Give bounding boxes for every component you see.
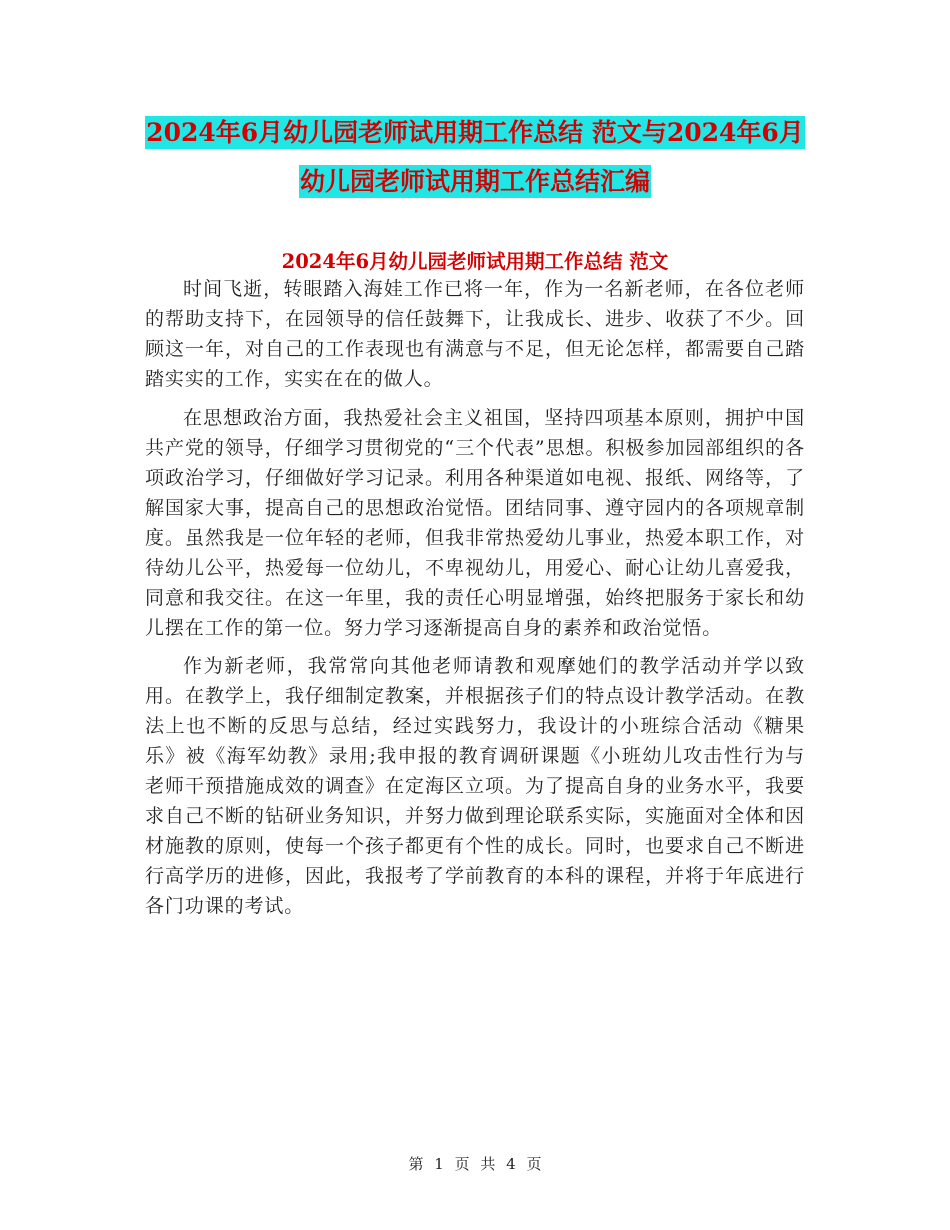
page-footer: 第 1 页 共 4 页: [408, 1155, 542, 1173]
paragraph-teaching: 作为新老师，我常常向其他老师请教和观摩她们的教学活动并学以致用。在教学上，我仔细制定教案，并根据孩子们的特点设计教学活动。在教法上也不断的反思与总结，经过实践努力，我设计的小班综合活动《糖果乐》被《海军幼教》录用;我申报的教育调研课题《小班幼儿攻击性行为与老师干预措施成效的调查》在定海区立项。为了提高自身的业务水平，我要求自己不断的钻研业务知识，并努力做到理论联系实际，实施面对全体和因材施教的原则，使每一个孩子都更有个性的成长。同时，也要求自己不断进行高学历的进修，因此，我报考了学前教育的本科的课程，并将于年底进行各门功课的考试。: [145, 655, 805, 917]
paragraph-intro: 时间飞逝，转眼踏入海娃工作已将一年，作为一名新老师，在各位老师的帮助支持下，在园领导的信任鼓舞下，让我成长、进步、收获了不少。回顾这一年，对自己的工作表现也有满意与不足，但无论怎样，都需要自己踏踏实实的工作，实实在在的做人。: [145, 278, 805, 390]
document-title: [145, 108, 805, 206]
section-title: 2024年6月幼儿园老师试用期工作总结 范文: [281, 250, 669, 273]
document-title-text: 2024年6月幼儿园老师试用期工作总结 范文与2024年6月幼儿园老师试用期工作总结汇编: [146, 118, 804, 196]
document-body: [145, 274, 805, 930]
paragraph-politics: 在思想政治方面，我热爱社会主义祖国，坚持四项基本原则，拥护中国共产党的领导，仔细学习贯彻党的“三个代表”思想。积极参加园部组织的各项政治学习，仔细做好学习记录。利用各种渠道如电视、报纸、网络等，了解国家大事，提高自己的思想政治觉悟。团结同事、遵守园内的各项规章制度。虽然我是一位年轻的老师，但我非常热爱幼儿事业，热爱本职工作，对待幼儿公平，热爱每一位幼儿，不卑视幼儿，用爱心、耐心让幼儿喜爱我，同意和我交往。在这一年里，我的责任心明显增强，始终把服务于家长和幼儿摆在工作的第一位。努力学习逐渐提高自身的素养和政治觉悟。: [145, 406, 805, 639]
